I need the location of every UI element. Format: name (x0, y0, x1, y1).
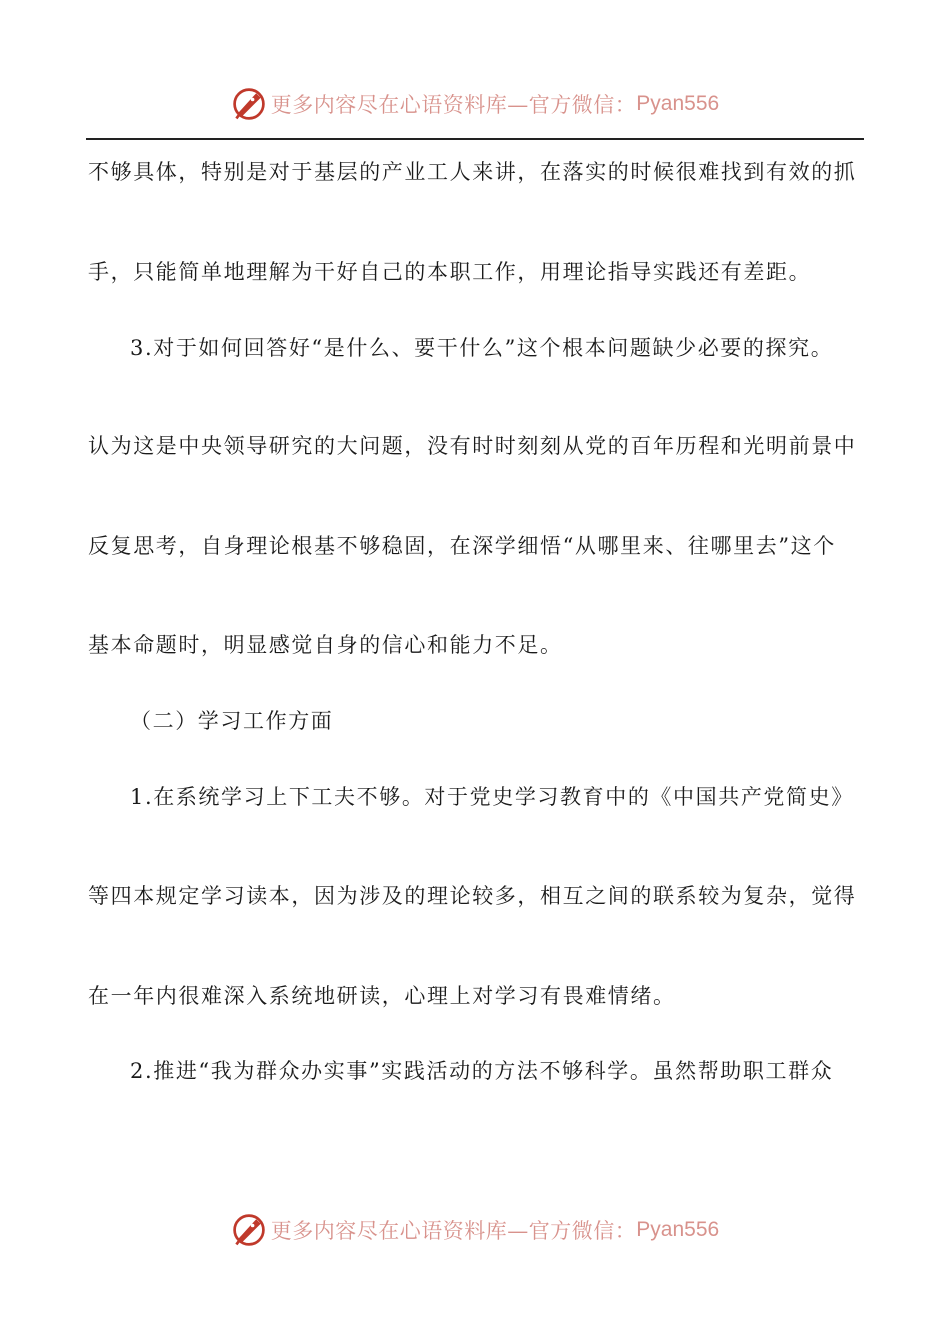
body-line-1: 不够具体，特别是对于基层的产业工人来讲，在落实的时候很难找到有效的抓 (88, 160, 857, 184)
body-line-9: 等四本规定学习读本，因为涉及的理论较多，相互之间的联系较为复杂，觉得 (88, 884, 857, 908)
footer-banner (0, 1208, 950, 1252)
body-line-6: 基本命题时，明显感觉自身的信心和能力不足。 (88, 633, 563, 657)
body-line-2: 手，只能简单地理解为干好自己的本职工作，用理论指导实践还有差距。 (88, 260, 812, 284)
body-line-10: 在一年内很难深入系统地研读，心理上对学习有畏难情绪。 (88, 984, 676, 1008)
header-wechat-handle: Pyan556 (636, 92, 720, 115)
body-line-11: 2.推进“我为群众办实事”实践活动的方法不够科学。虽然帮助职工群众 (130, 1059, 834, 1083)
pen-nib-logo-icon (231, 86, 267, 122)
body-line-5: 反复思考，自身理论根基不够稳固，在深学细悟“从哪里来、往哪里去”这个 (88, 534, 836, 558)
header-banner-text: 更多内容尽在心语资料库—官方微信： (270, 93, 637, 117)
footer-wechat-handle: Pyan556 (636, 1218, 720, 1241)
footer-banner-text: 更多内容尽在心语资料库—官方微信： (270, 1219, 637, 1243)
body-line-8: 1.在系统学习上下工夫不够。对于党史学习教育中的《中国共产党简史》 (130, 785, 854, 809)
section-heading: （二）学习工作方面 (130, 709, 334, 733)
body-line-3: 3.对于如何回答好“是什么、要干什么”这个根本问题缺少必要的探究。 (130, 336, 834, 360)
header-divider (86, 138, 864, 140)
header-banner (0, 82, 950, 126)
body-line-4: 认为这是中央领导研究的大问题，没有时时刻刻从党的百年历程和光明前景中 (88, 434, 857, 458)
pen-nib-logo-icon (231, 1212, 267, 1248)
